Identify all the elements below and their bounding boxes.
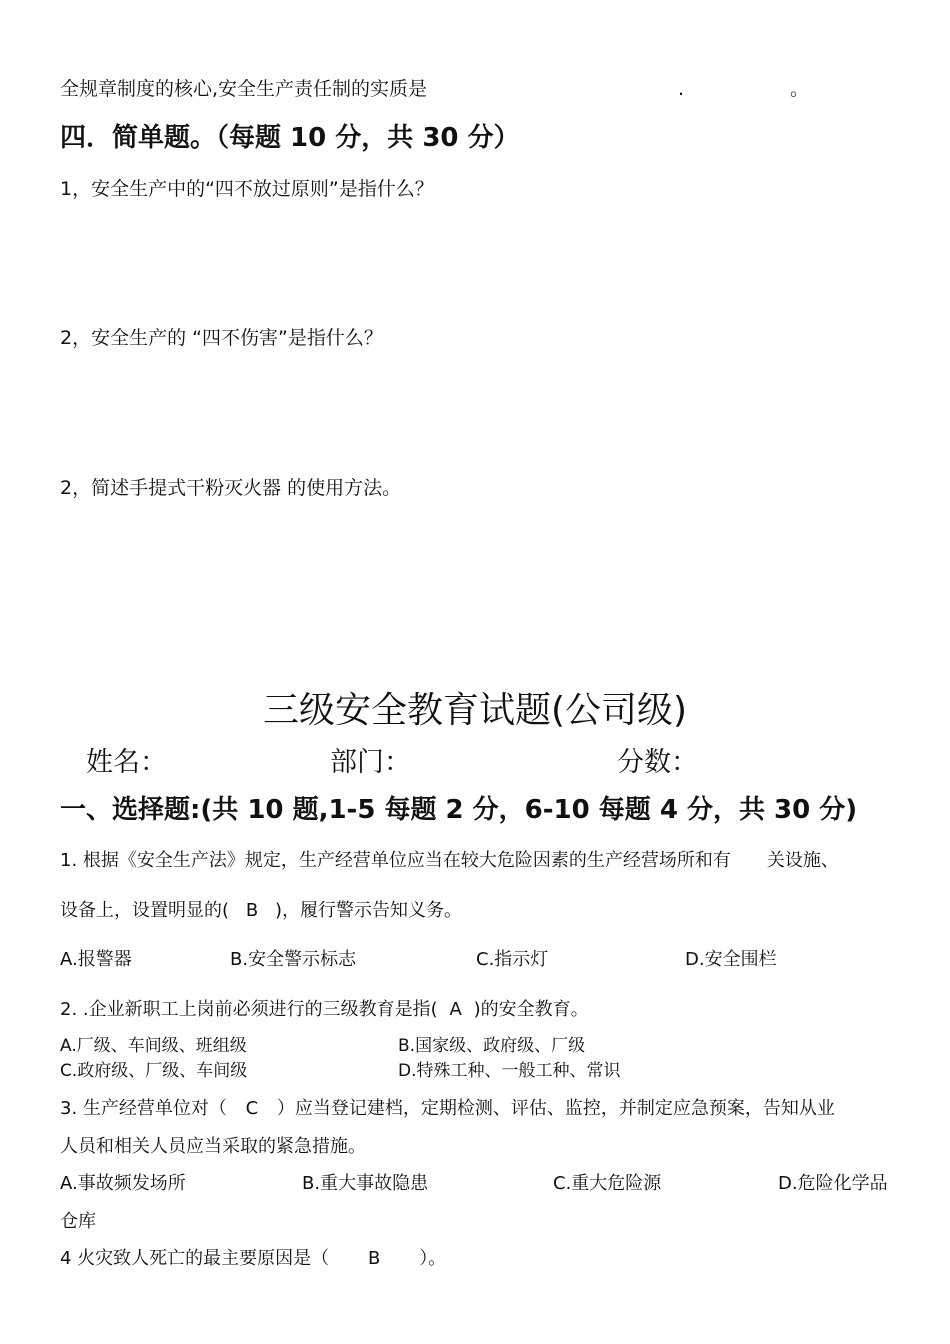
question-4-text-b: ）。 [419,1248,447,1269]
section-four-heading: 四．简单题。（每题 10 分，共 30 分） [60,123,520,153]
question-1-text-a: 设备上，设置明显的( [60,900,230,921]
question-3-option-d: D.危险化学品 [778,1173,888,1194]
question-3-line-2: 人员和相关人员应当采取的紧急措施。 [60,1136,366,1157]
question-4-answer: B [368,1248,381,1269]
short-question-3: 2，简述手提式干粉灭火器 的使用方法。 [60,477,402,499]
short-question-2: 2，安全生产的 “四不伤害”是指什么？ [60,327,383,349]
fill-blank-text: 全规章制度的核心,安全生产责任制的实质是 [60,78,428,100]
question-2-text-b: )的安全教育。 [473,999,589,1020]
question-2-text-a: 2. .企业新职工上岗前必须进行的三级教育是指( [60,999,438,1020]
question-2-option-a: A.厂级、车间级、班组级 [60,1036,247,1056]
question-3-text-b: ）应当登记建档，定期检测、评估、监控，并制定应急预案，告知从业 [276,1098,835,1119]
score-label: 分数： [617,747,698,778]
question-1-line-1: 1. 根据《安全生产法》规定，生产经营单位应当在较大危险因素的生产经营场所和有 关设施、 [60,850,839,871]
question-2-option-d: D.特殊工种、一般工种、常识 [398,1061,621,1081]
question-3-line-1 [60,1096,835,1122]
question-3-option-a: A.事故频发场所 [60,1173,186,1194]
question-1-option-a: A.报警器 [60,949,132,970]
question-3-option-d-wrap: 仓库 [60,1211,96,1232]
question-2-line [60,997,589,1023]
name-label: 姓名： [86,747,167,778]
question-3-option-c: C.重大危险源 [553,1173,662,1194]
question-1-answer: B [245,900,259,921]
fill-blank-line [60,76,427,102]
question-3-text-a: 3. 生产经营单位对（ [60,1098,227,1119]
question-1-option-b: B.安全警示标志 [230,949,357,970]
question-4-line [60,1246,446,1272]
fill-blank-dot: . [678,78,685,100]
question-3-answer: C [245,1098,259,1119]
question-1-line-2 [60,898,462,924]
exam-title: 三级安全教育试题(公司级) [262,690,688,731]
question-3-option-b: B.重大事故隐患 [302,1173,429,1194]
question-1-text-b: )，履行警示告知义务。 [275,900,463,921]
department-label: 部门： [330,747,411,778]
question-2-answer: A [449,999,462,1020]
section-one-heading: 一、选择题:(共 10 题,1-5 每题 2 分，6-10 每题 4 分，共 30 分) [60,795,858,825]
question-1-option-d: D.安全围栏 [685,949,777,970]
question-4-text-a: 4 火灾致人死亡的最主要原因是（ [60,1248,330,1269]
short-question-1: 1，安全生产中的“四不放过原则”是指什么？ [60,178,434,200]
question-1-option-c: C.指示灯 [476,949,549,970]
question-2-option-c: C.政府级、厂级、车间级 [60,1061,248,1081]
question-2-option-b: B.国家级、政府级、厂级 [398,1036,586,1056]
fill-blank-end: 。 [790,78,810,100]
